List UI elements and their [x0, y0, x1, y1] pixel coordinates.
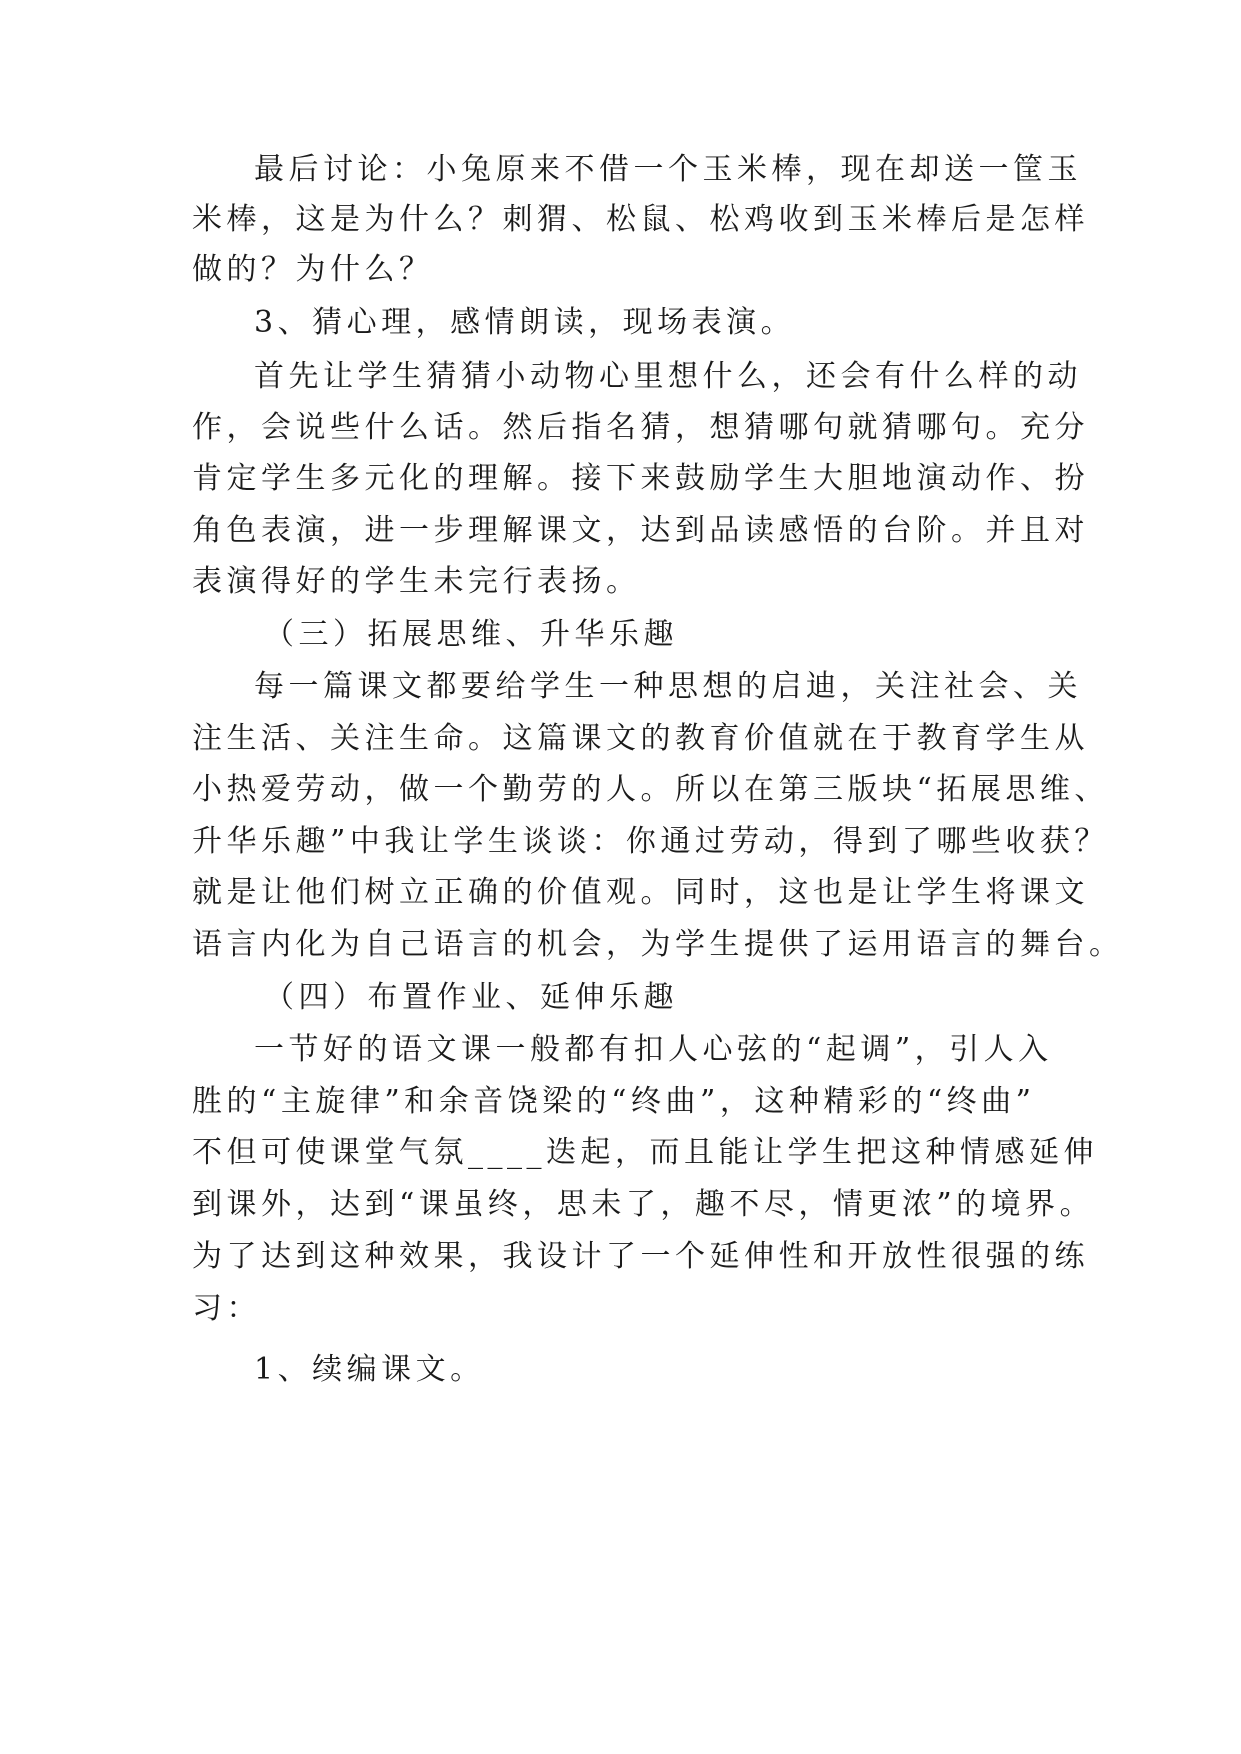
paragraph-line: 作，会说些什么话。然后指名猜，想猜哪句就猜哪句。充分 — [192, 410, 1089, 445]
paragraph-line: 角色表演，进一步理解课文，达到品读感悟的台阶。并且对 — [192, 513, 1089, 548]
paragraph-line: 首先让学生猜猜小动物心里想什么，还会有什么样的动 — [254, 359, 1082, 394]
section-heading: （三）拓展思维、升华乐趣 — [264, 617, 678, 652]
paragraph-line: 胜的“主旋律”和余音饶梁的“终曲”，这种精彩的“终曲” — [192, 1084, 1036, 1119]
paragraph-line: 升华乐趣”中我让学生谈谈：你通过劳动，得到了哪些收获？ — [192, 824, 1109, 859]
paragraph-line: 不但可使课堂气氛____迭起，而且能让学生把这种情感延伸 — [192, 1135, 1098, 1170]
paragraph-line: 习： — [192, 1291, 261, 1326]
paragraph-line: 为了达到这种效果，我设计了一个延伸性和开放性很强的练 — [192, 1239, 1089, 1274]
paragraph-line: 到课外，达到“课虽终，思未了，趣不尽，情更浓”的境界。 — [192, 1187, 1095, 1222]
paragraph-line: 一节好的语文课一般都有扣人心弦的“起调”，引人入 — [254, 1032, 1053, 1067]
paragraph-line: 最后讨论：小兔原来不借一个玉米棒，现在却送一筐玉 — [254, 152, 1082, 187]
paragraph-line: 每一篇课文都要给学生一种思想的启迪，关注社会、关 — [254, 669, 1082, 704]
section-heading: （四）布置作业、延伸乐趣 — [264, 980, 678, 1015]
paragraph-line: 米棒，这是为什么？刺猬、松鼠、松鸡收到玉米棒后是怎样 — [192, 202, 1089, 237]
list-item: 1、续编课文。 — [254, 1352, 485, 1387]
list-item: 3、猜心理，感情朗读，现场表演。 — [254, 305, 796, 340]
paragraph-line: 肯定学生多元化的理解。接下来鼓励学生大胆地演动作、扮 — [192, 461, 1089, 496]
paragraph-line: 注生活、关注生命。这篇课文的教育价值就在于教育学生从 — [192, 721, 1089, 756]
paragraph-line: 做的？为什么？ — [192, 252, 434, 287]
paragraph-line: 表演得好的学生未完行表扬。 — [192, 564, 641, 599]
paragraph-line: 小热爱劳动，做一个勤劳的人。所以在第三版块“拓展思维、 — [192, 772, 1109, 807]
paragraph-line: 就是让他们树立正确的价值观。同时，这也是让学生将课文 — [192, 875, 1089, 910]
paragraph-line: 语言内化为自己语言的机会，为学生提供了运用语言的舞台。 — [192, 927, 1124, 962]
